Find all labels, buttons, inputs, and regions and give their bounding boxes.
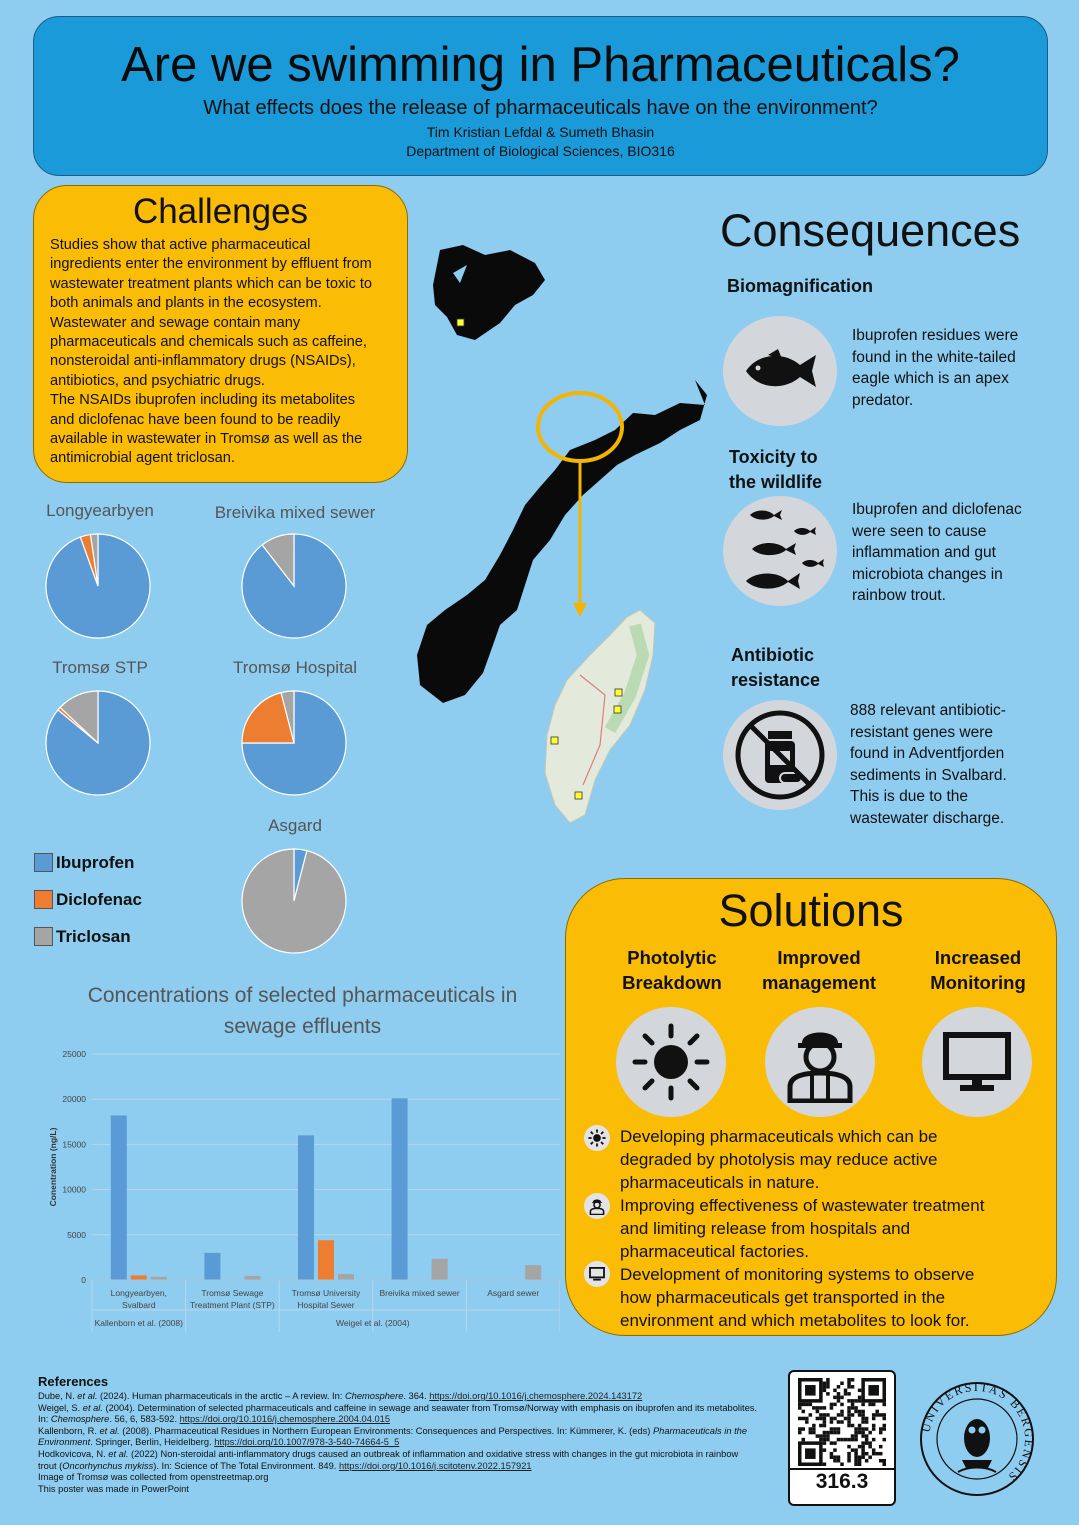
challenges-text [50, 236, 405, 469]
consequences-title: Consequences [720, 205, 1021, 256]
pie-chart-tromso-stp [45, 690, 151, 796]
bar-diclofenac [318, 1240, 334, 1280]
consequence-head-line: Toxicity to [729, 447, 818, 467]
solution-head-management [749, 945, 889, 995]
marker-longyearbyen [457, 319, 464, 326]
mainland-norway-map [417, 380, 707, 703]
university-seal-logo [918, 1380, 1036, 1498]
solution-bullet-line: degraded by photolysis may reduce active [620, 1150, 938, 1169]
solution-bullet-line: Development of monitoring systems to observe [620, 1265, 975, 1284]
consequence-text-line: Ibuprofen residues were [852, 327, 1019, 344]
pie-title-tromso-hospital: Tromsø Hospital [232, 658, 358, 677]
solution-head-monitoring [908, 945, 1048, 995]
reference-entry: Dube, N. et al. (2024). Human pharmaceuticals in the arctic – A review. In: Chemosphere. 364. https://doi.org/10.1016/j.chemosphere.2024.143172 [38, 1391, 643, 1401]
solution-bullet-line: how pharmaceuticals get transported in the [620, 1288, 946, 1307]
consequence-text-antibiotic [850, 700, 1007, 829]
bar-triclosan [432, 1259, 448, 1280]
x-tick-label: Longyearbyen, [110, 1288, 167, 1298]
header-banner [33, 16, 1048, 176]
solution-head-line: Improved [777, 947, 861, 968]
pie-title-longyearbyen: Longyearbyen [46, 501, 154, 520]
pie-chart-breivika [241, 533, 347, 639]
consequence-text-line: predator. [852, 391, 914, 409]
challenges-line: and diclofenac have been found to be readily [50, 411, 341, 428]
legend-label-ibuprofen: Ibuprofen [56, 853, 135, 872]
solution-bullet-line: Developing pharmaceuticals which can be [620, 1127, 938, 1146]
solution-head-photolytic [602, 945, 742, 995]
y-tick-label: 15000 [62, 1139, 86, 1150]
no-pills-icon [732, 707, 828, 803]
bar-chart [40, 1040, 560, 1335]
authors: Tim Kristian Lefdal & Sumeth Bhasin [426, 124, 655, 140]
monitor-icon [942, 1031, 1012, 1093]
consequence-text-line: found in Adventfjorden [850, 745, 1005, 762]
solution-bullet-line: and limiting release from hospitals and [620, 1219, 911, 1238]
legend-swatch-ibuprofen [34, 853, 53, 872]
challenges-line: nonsteroidal anti-inflammatory drugs (NSAIDs), [50, 353, 356, 370]
consequence-head-antibiotic [731, 643, 820, 693]
group-label: Kallenborn et al. (2008) [94, 1318, 183, 1328]
reference-entry: Weigel, S. et al. (2004). Determination of selected pharmaceuticals and caffeine in sewage and seawater from Tromsø/Norway with emphasis on ibuprofen and its metabolites. In: Chemosphere. 56, 6, 583-592. https://doi.org/10.1016/j.chemosphere.2004.04.015 [38, 1402, 757, 1425]
callout-arrow-head [573, 603, 587, 617]
reference-entry: Kallenborn, R. et al. (2008). Pharmaceutical Residues in Northern European Environments: Consequences and Perspectives. In: Kümmerer, K. (eds) Pharmaceuticals in the Environment. Springer, Berlin, Heidelberg. https://doi.org/10.1007/978-3-540-74664-5_5 [38, 1425, 748, 1448]
fish-icon-circle [723, 316, 837, 426]
no-pills-icon-circle [723, 700, 837, 810]
challenges-line: antimicrobial agent triclosan. [50, 450, 235, 467]
consequence-text-line: resistant genes were [850, 723, 994, 741]
sun-icon [584, 1125, 610, 1151]
legend-swatch-diclofenac [34, 890, 53, 909]
solution-bullet-line: pharmaceuticals in nature. [620, 1173, 820, 1192]
consequence-text-biomagnification [852, 325, 1018, 411]
y-tick-label: 20000 [62, 1094, 86, 1105]
group-label: Weigel et al. (2004) [336, 1318, 410, 1328]
bar-triclosan [244, 1276, 260, 1280]
x-tick-label: Hospital Sewer [297, 1300, 355, 1310]
monitor-icon-circle [922, 1007, 1032, 1117]
x-tick-label: Treatment Plant (STP) [190, 1300, 275, 1310]
solution-head-line: management [761, 972, 877, 993]
consequence-head-line: Antibiotic [731, 645, 814, 665]
x-tick-label: Tromsø University [291, 1288, 361, 1298]
qr-code-label: 316.3 [815, 1470, 869, 1493]
pie-chart-longyearbyen [45, 533, 151, 639]
bar-ibuprofen [111, 1115, 127, 1280]
consequence-head-line: the wildlife [729, 472, 823, 492]
svg-text:UNIVERSITAS BERGENSIS: UNIVERSITAS BERGENSIS [918, 1380, 1036, 1486]
poster-subtitle: What effects does the release of pharmaceuticals have on the environment? [203, 97, 878, 119]
bar-diclofenac [131, 1275, 147, 1280]
challenges-line: available in wastewater in Tromsø as well as the [50, 431, 363, 448]
challenges-title: Challenges [132, 192, 309, 231]
pie-title-asgard: Asgard [268, 816, 322, 835]
bar-triclosan [525, 1265, 541, 1280]
consequence-text-line: found in the white-tailed [852, 348, 1016, 366]
y-tick-label: 25000 [62, 1049, 86, 1059]
solutions-box [565, 878, 1057, 1336]
challenges-line: both animals and plants in the ecosystem. [50, 295, 322, 312]
marker-tromso-hospital [614, 706, 621, 713]
challenges-line: wastewater treatment plants which can be toxic to [50, 275, 373, 292]
sun-icon-circle [616, 1007, 726, 1117]
solution-bullet-line: Improving effectiveness of wastewater treatment [620, 1196, 985, 1215]
y-tick-label: 5000 [67, 1229, 86, 1240]
reference-link[interactable]: https://doi.org/10.1016/j.scitotenv.2022.157921 [338, 1460, 532, 1471]
consequence-text-line: This is due to the [850, 788, 969, 805]
bar-ibuprofen [204, 1253, 220, 1280]
reference-link[interactable]: https://doi.org/10.1016/j.chemosphere.2024.143172 [429, 1391, 643, 1401]
challenges-box [33, 185, 408, 483]
legend-label-diclofenac: Diclofenac [56, 890, 142, 909]
poster-title: Are we swimming in Pharmaceuticals? [121, 38, 960, 92]
references-title: References [38, 1374, 109, 1389]
consequence-head-line: Biomagnification [727, 276, 874, 296]
consequence-text-line: rainbow trout. [852, 587, 946, 604]
solution-head-line: Increased [934, 947, 1022, 968]
references-list [38, 1391, 758, 1495]
challenges-line: Studies show that active pharmaceutical [50, 237, 311, 253]
consequence-text-line: sediments in Svalbard. [850, 766, 1007, 784]
qr-code-card[interactable] [788, 1370, 896, 1506]
consequence-text-line: Ibuprofen and diclofenac [852, 501, 1022, 518]
pie-title-breivika: Breivika mixed sewer [214, 503, 376, 522]
x-tick-label: Tromsø Sewage [201, 1288, 264, 1298]
reference-link[interactable]: https://doi.org/10.1016/j.chemosphere.2004.04.015 [179, 1414, 390, 1425]
bar-triclosan [338, 1274, 354, 1280]
legend-swatch-triclosan [34, 927, 53, 946]
consequence-text-line: inflammation and gut [852, 544, 996, 561]
consequence-text-line: were seen to cause [852, 522, 987, 540]
consequence-text-line: wastewater discharge. [850, 809, 1005, 827]
qr-code[interactable] [798, 1378, 886, 1466]
solution-head-line: Breakdown [622, 972, 722, 993]
consequence-text-line: microbiota changes in [852, 565, 1003, 583]
department: Department of Biological Sciences, BIO316 [406, 143, 675, 159]
challenges-line: antibiotics, and psychiatric drugs. [50, 372, 265, 389]
consequence-text-toxicity [852, 499, 1022, 607]
sun-icon [631, 1022, 711, 1102]
fish-school-icon [732, 505, 828, 597]
pie-chart-tromso-hospital [241, 690, 347, 796]
challenges-line: pharmaceuticals and chemicals such as caffeine, [50, 334, 367, 351]
solution-bullet-photolytic [620, 1125, 1020, 1194]
x-tick-label: Asgard sewer [487, 1288, 540, 1298]
challenges-line: ingredients enter the environment by effluent from [50, 256, 372, 273]
fish-school-icon-circle [723, 496, 837, 606]
challenges-line: Wastewater and sewage contain many [50, 314, 301, 331]
pie-title-tromso-stp: Tromsø STP [52, 658, 148, 677]
solution-head-line: Monitoring [930, 972, 1026, 993]
svalbard-map [433, 245, 545, 340]
legend-label-triclosan: Triclosan [56, 927, 131, 946]
solutions-title: Solutions [718, 885, 904, 936]
norway-map-illustration [405, 225, 715, 830]
x-tick-label: Svalbard [122, 1300, 156, 1310]
monitor-icon [584, 1261, 610, 1287]
worker-icon [584, 1193, 610, 1219]
worker-icon [784, 1021, 856, 1103]
marker-tromso-stp [551, 737, 558, 744]
marker-breivika [615, 689, 622, 696]
x-tick-label: Breivika mixed sewer [379, 1288, 460, 1298]
marker-asgard [575, 792, 582, 799]
challenges-line: The NSAIDs ibuprofen including its metabolites [50, 392, 356, 409]
solution-bullet-management [620, 1194, 1020, 1263]
reference-note: Image of Tromsø was collected from openstreetmap.org [38, 1472, 269, 1483]
solution-head-line: Photolytic [627, 947, 717, 968]
reference-note: This poster was made in PowerPoint [38, 1483, 189, 1494]
y-tick-label: 10000 [62, 1184, 86, 1195]
consequence-text-line: 888 relevant antibiotic- [850, 702, 1006, 719]
solution-bullet-line: environment and which metabolites to look for. [620, 1311, 970, 1330]
bar-ibuprofen [392, 1098, 408, 1280]
reference-entry: Hodkovicova, N. et al. (2022) Non-steroidal anti-inflammatory drugs caused an outbreak of inflammation and oxidative stress with changes in the gut microbiota in rainbow trout (Oncorhynchus mykiss). In: Science of The Total Environment. 849. https://doi.org/10.1016/j.scitotenv.2022.157921 [38, 1448, 739, 1471]
y-tick-label: 0 [81, 1275, 86, 1285]
consequence-head-toxicity [729, 445, 822, 495]
pie-slice-triclosan [242, 849, 346, 953]
y-axis-label: Conentration (ng/L) [48, 1127, 58, 1207]
consequence-text-line: eagle which is an apex [852, 370, 1009, 387]
worker-icon-circle [765, 1007, 875, 1117]
pie-chart-asgard [241, 848, 347, 954]
fish-icon [738, 347, 822, 395]
reference-link[interactable]: https://doi.org/10.1007/978-3-540-74664-5_5 [214, 1437, 400, 1448]
solution-bullet-monitoring [620, 1263, 1020, 1332]
consequence-head-line: resistance [731, 670, 821, 690]
consequence-head-biomagnification [727, 274, 873, 299]
bar-ibuprofen [298, 1135, 314, 1280]
solution-bullet-line: pharmaceutical factories. [620, 1242, 809, 1261]
bar-chart-title: Concentrations of selected pharmaceuticals in sewage effluents [87, 984, 518, 1038]
